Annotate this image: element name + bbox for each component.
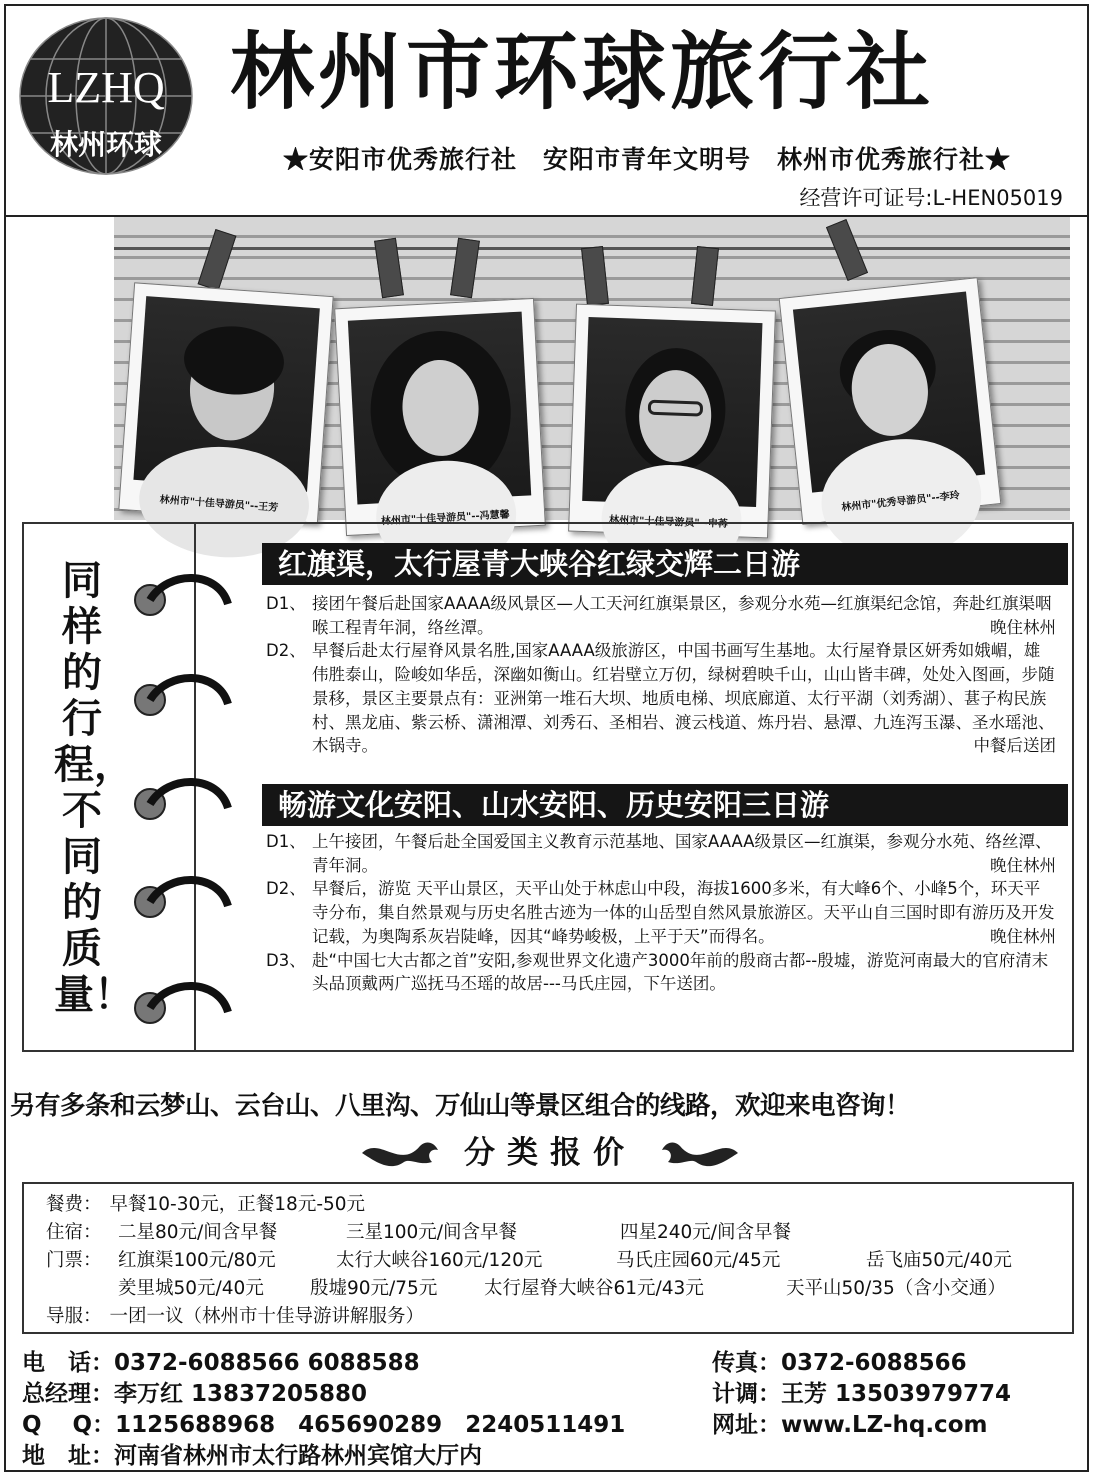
day-description: 早餐后赴太行屋脊风景名胜,国家AAAA级旅游区，中国书画写生基地。太行屋脊景区妍秀如娥嵋，雄伟胜泰山，险峻如华岳，深幽如衡山。红岩壁立万仞，绿树碧映千山，山山皆丰碑，处处入图画，步随景移，景区主要景点有：亚洲第一堆石大坝、地质电梯、坝底廊道、太行平湖（刘秀湖）、葚子构民族村、黑龙庙、紫云桥、潇湘潭、刘秀石、圣相岩、渡云栈道、炼丹岩、悬潭、九连泻玉瀑、圣水瑶池、木锅寺。 (312, 641, 1055, 756)
portrait-image (133, 296, 319, 492)
license-number: 经营许可证号:L-HEN05019 (799, 186, 1063, 210)
day-label: D2、 (266, 879, 306, 899)
fax-number: 0372-6088566 (781, 1350, 967, 1376)
more-routes-notice: 另有多条和云梦山、云台山、八里沟、万仙山等景区组合的线路，欢迎来电咨询！ (10, 1091, 911, 1121)
day-stay: 晚住林州 (990, 926, 1056, 946)
contact-address (22, 1437, 482, 1470)
manager-label: 总经理： (22, 1381, 114, 1407)
lodging-price: 四星240元/间含早餐 (620, 1222, 792, 1243)
ticket-price: 羑里城50元/40元 (118, 1278, 264, 1299)
meal-label: 餐费： (46, 1194, 102, 1215)
day-description: 接团午餐后赴国家AAAA级风景区—人工天河红旗渠景区，参观分水苑—红旗渠纪念馆，奔赴红旗渠咽喉工程青年洞，络丝潭。 (312, 594, 1052, 637)
contact-manager (22, 1375, 367, 1408)
portrait-image (793, 291, 985, 492)
contact-website (712, 1406, 987, 1439)
website-link[interactable]: www.LZ-hq.com (781, 1412, 988, 1438)
day-stay: 中餐后送团 (973, 736, 1056, 756)
ticket-price: 殷墟90元/75元 (310, 1278, 438, 1299)
website-label: 网址： (712, 1412, 781, 1438)
itinerary-day (266, 830, 1056, 877)
day-description: 赴“中国七大古都之首”安阳,参观世界文化遗产3000年前的殷商古都--殷墟，游览河南最大的官府清末头品顶戴两广巡抚马丕瑶的故居---马氏庄园，下午送团。 (312, 950, 1049, 994)
itinerary-day (266, 639, 1056, 758)
day-stay: 晚住林州 (990, 855, 1056, 875)
tour-itinerary (266, 592, 1056, 758)
price-row-meals (46, 1190, 365, 1216)
day-label: D2、 (266, 641, 306, 661)
guide-photo (779, 277, 1002, 525)
guide-photo (568, 304, 776, 539)
contact-planner (712, 1375, 1011, 1408)
address-text: 河南省林州市太行路林州宾馆大厅内 (114, 1443, 482, 1469)
slogan: 同样的行程，不同的质量！ (54, 557, 134, 1018)
portrait-image (348, 312, 531, 505)
phone-number: 0372-6088566 6088588 (114, 1350, 420, 1376)
ticket-price: 太行屋脊大峡谷61元/43元 (484, 1278, 704, 1299)
honors-line: ★安阳市优秀旅行社 安阳市青年文明号 林州市优秀旅行社★ (282, 145, 1011, 174)
portrait-image (582, 317, 762, 507)
qq-label: Q Q： (22, 1412, 116, 1438)
guide-caption: 林州市"十佳导游员"--申苒 (608, 514, 728, 531)
contact-qq (22, 1406, 625, 1439)
price-row-guide (46, 1302, 424, 1328)
fax-label: 传真： (712, 1350, 781, 1376)
day-label: D1、 (266, 594, 306, 613)
guide-photo-banner (114, 217, 1070, 531)
ornament-right-icon (660, 1132, 740, 1174)
globe-logo (16, 14, 196, 179)
tour-itinerary (266, 830, 1056, 996)
binder-ring-icon (128, 878, 248, 928)
guide-price: 一团一议（林州市十佳导游讲解服务） (109, 1306, 425, 1327)
guide-caption: 林州市"优秀导游员"--李玲 (840, 490, 961, 514)
logo-subtext: 林州环球 (49, 128, 163, 161)
qq-numbers: 1125688968 465690289 2240511491 (115, 1412, 626, 1438)
lodging-label: 住宿： (46, 1222, 102, 1243)
phone-label: 电 话： (22, 1350, 114, 1376)
guide-caption: 林州市"十佳导游员"--王芳 (159, 494, 279, 514)
planner-label: 计调： (712, 1381, 781, 1407)
contact-phone (22, 1344, 420, 1377)
manager-info: 李万红 13837205880 (114, 1381, 368, 1407)
company-name: 林州市环球旅行社 (230, 22, 935, 121)
day-label: D3、 (266, 950, 306, 970)
ticket-price: 红旗渠100元/80元 (118, 1250, 276, 1271)
ticket-price: 太行大峡谷160元/120元 (336, 1250, 543, 1271)
meal-price: 早餐10-30元，正餐18元-50元 (109, 1194, 366, 1215)
day-label: D1、 (266, 832, 306, 851)
ticket-price: 岳飞庙50元/40元 (866, 1250, 1012, 1271)
guide-photo (334, 298, 546, 536)
binder-ring-icon (128, 780, 248, 830)
tour-title: 畅游文化安阳、山水安阳、历史安阳三日游 (262, 784, 1068, 826)
day-description: 上午接团，午餐后赴全国爱国主义教育示范基地、国家AAAA级景区—红旗渠，参观分水苑、络丝潭、青年洞。 (312, 832, 1052, 875)
clothespin-icon (581, 246, 609, 306)
address-label: 地 址： (22, 1443, 114, 1469)
price-row-tickets (46, 1246, 1056, 1272)
day-stay: 晚住林州 (990, 617, 1056, 637)
lodging-price: 二星80元/间含早餐 (118, 1222, 278, 1243)
ticket-price: 马氏庄园60元/45元 (616, 1250, 781, 1271)
binder-ring-icon (128, 576, 248, 626)
contact-fax (712, 1344, 967, 1377)
ticket-price: 天平山50/35（含小交通） (786, 1278, 1006, 1299)
planner-info: 王芳 13503979774 (781, 1381, 1012, 1407)
guide-label: 导服： (46, 1306, 102, 1327)
guide-caption: 林州市"十佳导游员"--冯慧馨 (380, 509, 510, 528)
clothespin-icon (198, 229, 237, 291)
binder-ring-icon (128, 676, 248, 726)
day-description: 早餐后，游览 天平山景区，天平山处于林虑山中段，海拔1600多米，有大峰6个、小峰5个，环天平寺分布，集自然景观与历史名胜古迹为一体的山岳型自然风景旅游区。天平山自三国时即有游历及开发记载，为奥陶系灰岩陡峰，因其“峰势峻极，上平于天”而得名。 (312, 879, 1055, 946)
price-heading (360, 1128, 740, 1178)
itinerary-day (266, 949, 1056, 996)
binder-ring-icon (128, 984, 248, 1034)
price-table (22, 1182, 1074, 1334)
tour-title: 红旗渠，太行屋青大峡谷红绿交辉二日游 (262, 543, 1068, 585)
lodging-price: 三星100元/间含早餐 (346, 1222, 518, 1243)
guide-photo (118, 282, 333, 523)
itinerary-day (266, 877, 1056, 948)
clothespin-icon (691, 246, 719, 306)
price-heading-text: 分类报价 (464, 1135, 636, 1171)
ticket-label: 门票： (46, 1250, 102, 1271)
itinerary-day (266, 592, 1056, 639)
logo-text: LZHQ (47, 63, 165, 112)
clothespin-icon (826, 219, 868, 281)
price-row-lodging (46, 1218, 792, 1244)
ornament-left-icon (360, 1132, 440, 1174)
